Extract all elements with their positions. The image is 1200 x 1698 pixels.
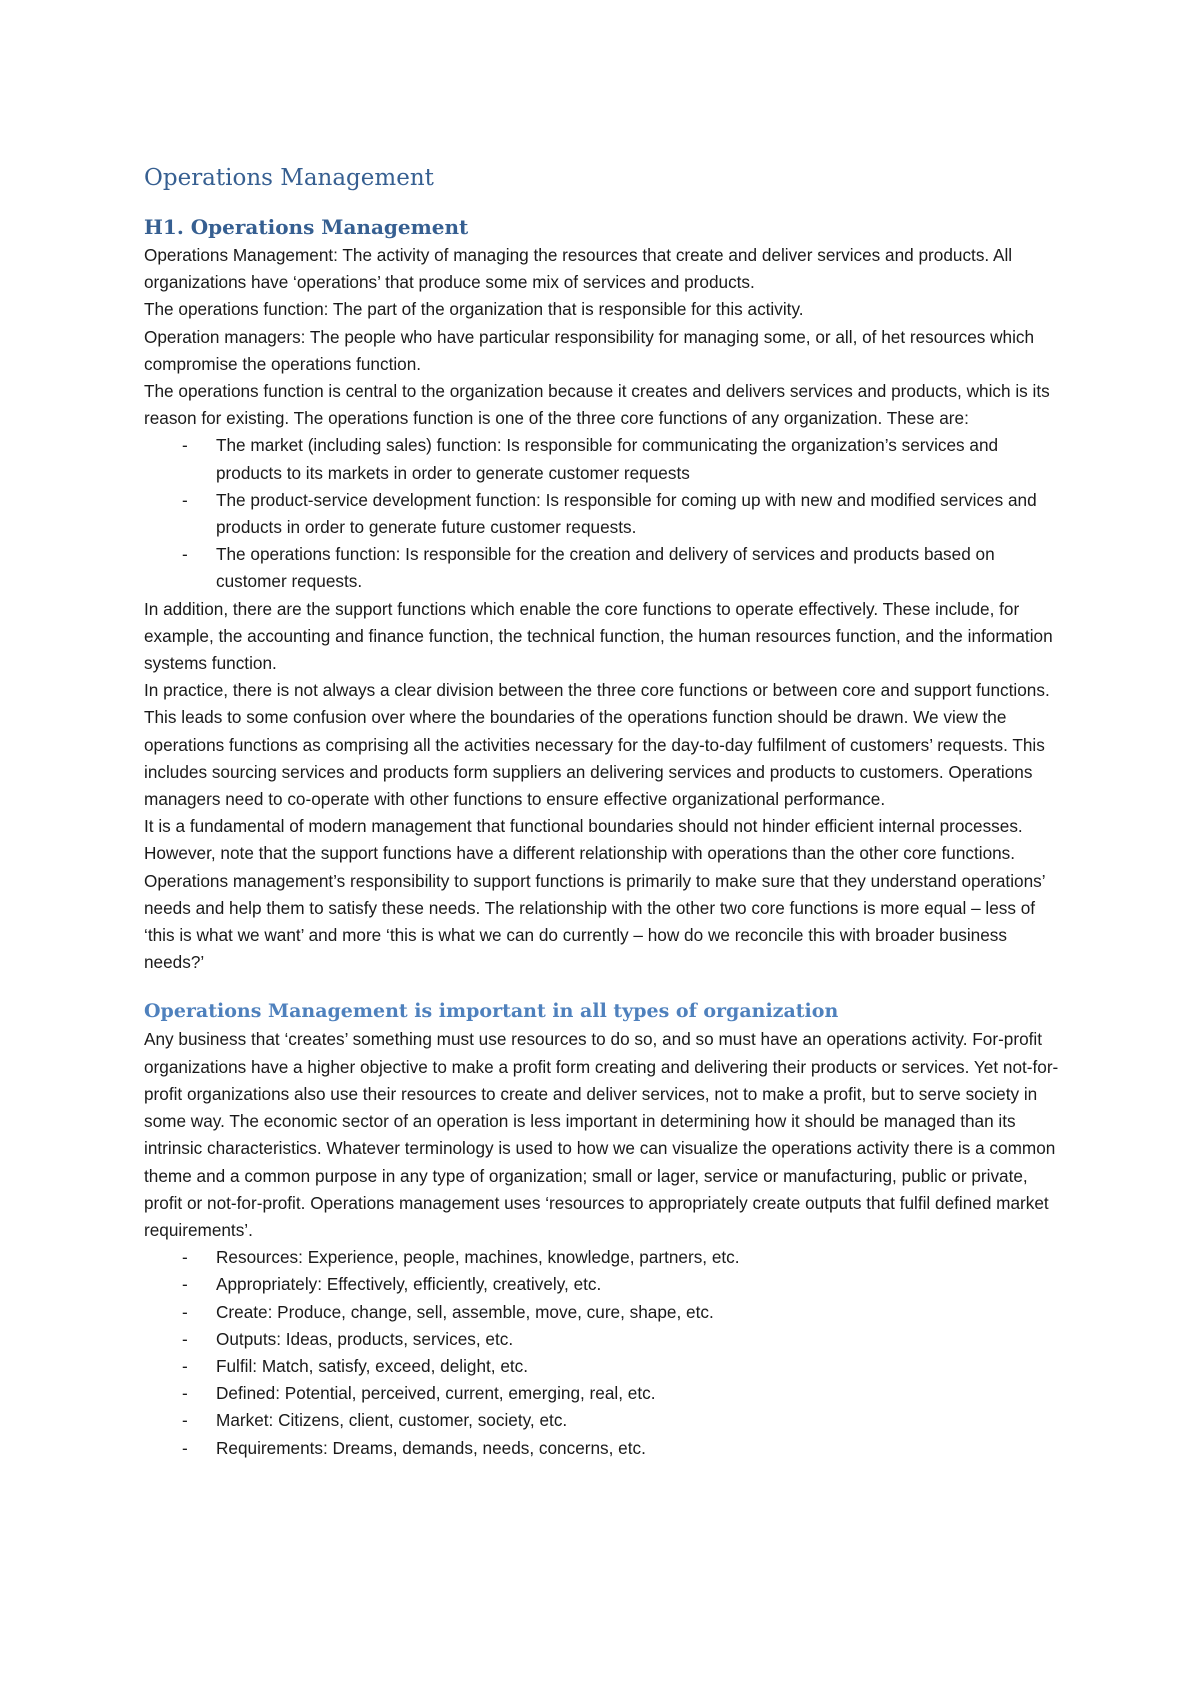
list-item bbox=[182, 487, 1064, 541]
list-item bbox=[182, 1435, 1064, 1462]
list-item bbox=[182, 432, 1064, 486]
list-item-text: Create: Produce, change, sell, assemble, move, cure, shape, etc. bbox=[216, 1301, 714, 1322]
dash-bullet: - bbox=[182, 489, 188, 510]
core-functions-list bbox=[144, 432, 1064, 595]
document-title: Operations Management bbox=[144, 165, 434, 191]
paragraph-definition: Operations Management: The activity of managing the resources that create and deliver services and products. All organizations have ‘operations’ that produce some mix of services and products. bbox=[144, 245, 1013, 293]
document-page bbox=[144, 162, 1064, 1462]
list-item bbox=[182, 1299, 1064, 1326]
list-item bbox=[182, 1380, 1064, 1407]
paragraph-in-practice: In practice, there is not always a clear division between the three core functions or between core and support functions. This leads to some confusion over where the boundaries of the operations function should be drawn. We view the operations functions as comprising all the activities necessary for the day-to-day fulfilment of customers’ requests. This includes sourcing services and products form suppliers an delivering services and products to customers. Operations managers need to co-operate with other functions to ensure effective organizational performance. bbox=[144, 680, 1050, 810]
section-heading-h2: Operations Management is important in all types of organization bbox=[144, 1000, 839, 1023]
dash-bullet: - bbox=[182, 435, 188, 456]
dash-bullet: - bbox=[182, 1301, 188, 1322]
dash-bullet: - bbox=[182, 1437, 188, 1458]
paragraph-core-functions-intro: The operations function is central to the organization because it creates and delivers services and products, which is its reason for existing. The operations function is one of the three core functions of any organization. These are: bbox=[144, 381, 1050, 429]
dash-bullet: - bbox=[182, 1410, 188, 1431]
list-item-text: Outputs: Ideas, products, services, etc. bbox=[216, 1328, 514, 1349]
list-item bbox=[182, 541, 1064, 595]
list-item-text: The market (including sales) function: Is responsible for communicating the organization’s services and products to its markets in order to generate customer requests bbox=[216, 435, 999, 483]
list-item bbox=[182, 1271, 1064, 1298]
list-item-text: The operations function: Is responsible for the creation and delivery of services and products based on customer requests. bbox=[216, 544, 995, 592]
list-item-text: Fulfil: Match, satisfy, exceed, delight, etc. bbox=[216, 1355, 529, 1376]
list-item-text: Defined: Potential, perceived, current, emerging, real, etc. bbox=[216, 1383, 656, 1404]
dash-bullet: - bbox=[182, 1383, 188, 1404]
dash-bullet: - bbox=[182, 1328, 188, 1349]
list-item-text: Market: Citizens, client, customer, society, etc. bbox=[216, 1410, 568, 1431]
paragraph-operation-managers: Operation managers: The people who have particular responsibility for managing some, or all, of het resources which compromise the operations function. bbox=[144, 326, 1035, 374]
list-item-text: The product-service development function: Is responsible for coming up with new and modified services and products in order to generate future customer requests. bbox=[216, 489, 1037, 538]
definition-terms-list bbox=[144, 1244, 1064, 1462]
paragraph-functional-boundaries: It is a fundamental of modern management that functional boundaries should not hinder efficient internal processes. However, note that the support functions have a different relationship with operations than the other core functions. Operations management’s responsibility to support functions is primarily to make sure that they understand operations’ needs and help them to satisfy these needs. The relationship with the other two core functions is more equal – less of ‘this is what we want’ and more ‘this is what we can do currently – how do we reconcile this with broader business needs?’ bbox=[144, 816, 1045, 973]
dash-bullet: - bbox=[182, 544, 188, 565]
paragraph-any-business: Any business that ‘creates’ something must use resources to do so, and so must have an operations activity. For-profit organizations have a higher objective to make a profit form creating and delivering their products or services. Yet not-for-profit organizations also use their resources to create and deliver services, not to make a profit, but to serve society in some way. The economic sector of an operation is less important in determining how it should be managed than its intrinsic characteristics. Whatever terminology is used to how we can visualize the operations activity there is a common theme and a common purpose in any type of organization; small or lager, service or manufacturing, public or private, profit or not-for-profit. Operations management uses ‘resources to appropriately create outputs that fulfil defined market requirements’. bbox=[144, 1029, 1059, 1240]
list-item-text: Appropriately: Effectively, efficiently, creatively, etc. bbox=[216, 1274, 602, 1295]
list-item-text: Requirements: Dreams, demands, needs, concerns, etc. bbox=[216, 1437, 646, 1458]
dash-bullet: - bbox=[182, 1247, 188, 1268]
list-item bbox=[182, 1353, 1064, 1380]
section-heading-h1: H1. Operations Management bbox=[144, 215, 469, 239]
list-item bbox=[182, 1326, 1064, 1353]
paragraph-operations-function: The operations function: The part of the organization that is responsible for this activity. bbox=[144, 299, 804, 320]
paragraph-support-functions: In addition, there are the support functions which enable the core functions to operate effectively. These include, for example, the accounting and finance function, the technical function, the human resources function, and the information systems function. bbox=[144, 598, 1053, 674]
list-item-text: Resources: Experience, people, machines, knowledge, partners, etc. bbox=[216, 1247, 740, 1268]
list-item bbox=[182, 1407, 1064, 1434]
list-item bbox=[182, 1244, 1064, 1271]
dash-bullet: - bbox=[182, 1274, 188, 1295]
dash-bullet: - bbox=[182, 1355, 188, 1376]
